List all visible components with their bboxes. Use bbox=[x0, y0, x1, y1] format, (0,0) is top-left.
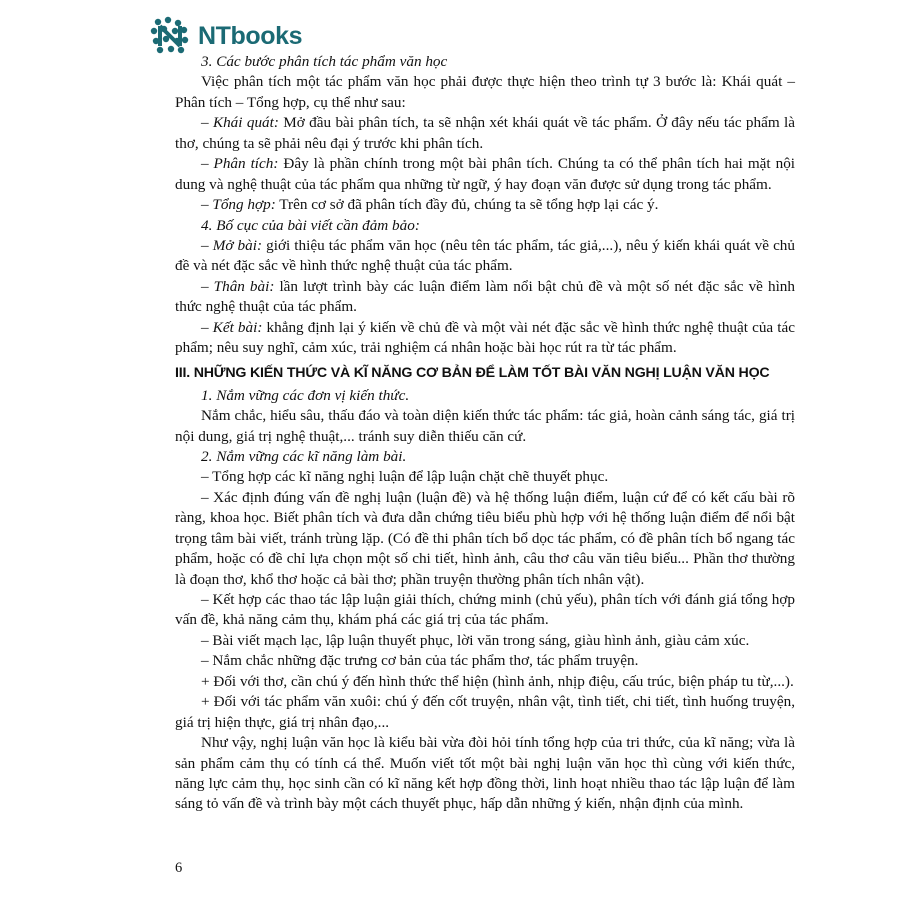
paragraph: + Đối với thơ, cần chú ý đến hình thức thể hiện (hình ảnh, nhịp điệu, cấu trúc, biện pháp tu từ,...). bbox=[201, 672, 794, 690]
paragraph: – Phân tích: Đây là phần chính trong một bài phân tích. Chúng ta có thể phân tích hai mặt nội dung và nghệ thuật của tác phẩm qua những từ ngữ, ý hay đoạn văn được sử dụng trong tác phẩm. bbox=[175, 155, 796, 193]
paragraph-lead: – Tổng hợp: bbox=[201, 196, 276, 214]
section-heading: III. NHỮNG KIẾN THỨC VÀ KĨ NĂNG CƠ BẢN ĐỂ LÀM TỐT BÀI VĂN NGHỊ LUẬN VĂN HỌC bbox=[175, 364, 770, 381]
paragraph: – Xác định đúng vấn đề nghị luận (luận đề) và hệ thống luận điểm, luận cứ để có kết cấu bài rõ ràng, khoa học. Biết phân tích và đưa dẫn chứng tiêu biểu phù hợp với hệ thống luận điểm để nổi bật trọng tâm bài viết, tránh trùng lặp. (Có đề thi phân tích bổ dọc tác phẩm, có đề phân tích bổ ngang tác phẩm, hoặc có đề chỉ lựa chọn một số chi tiết, hình ảnh, câu thơ câu văn tiêu biểu... Phần thơ thường là đoạn thơ, khổ thơ hoặc cả bài thơ; phần truyện thường phân tích nhân vật). bbox=[175, 488, 795, 588]
paragraph-lead: – Mở bài: bbox=[201, 236, 263, 254]
sub-heading: 3. Các bước phân tích tác phẩm văn học bbox=[201, 53, 448, 70]
paragraph: – Bài viết mạch lạc, lập luận thuyết phục, lời văn trong sáng, giàu hình ảnh, giàu cảm xúc. bbox=[201, 631, 750, 649]
paragraph: – Khái quát: Mở đầu bài phân tích, ta sẽ nhận xét khái quát về tác phẩm. Ở đây nếu tác phẩm là thơ, chúng ta sẽ phải nêu đại ý trước khi phân tích. bbox=[175, 114, 795, 152]
paragraph-lead: – Thân bài: bbox=[201, 277, 275, 295]
sub-heading: 4. Bố cục của bài viết cần đảm bảo: bbox=[201, 216, 420, 234]
paragraph: – Kết hợp các thao tác lập luận giải thích, chứng minh (chủ yếu), phân tích với đánh giá tổng hợp vấn đề, khả năng cảm thụ, khám phá các giá trị của tác phẩm. bbox=[175, 591, 795, 629]
paragraph: – Nắm chắc những đặc trưng cơ bản của tác phẩm thơ, tác phẩm truyện. bbox=[201, 652, 639, 670]
paragraph-lead: – Khái quát: bbox=[201, 114, 279, 132]
paragraph: Việc phân tích một tác phẩm văn học phải được thực hiện theo trình tự 3 bước là: Khái quát – Phân tích – Tổng hợp, cụ thể như sau: bbox=[175, 73, 795, 111]
paragraph: Như vậy, nghị luận văn học là kiểu bài vừa đòi hỏi tính tổng hợp của tri thức, của kĩ năng; vừa là sản phẩm cảm thụ có tính cá thể. Muốn viết tốt một bài nghị luận văn học thì cùng với kiến thức, năng lực cảm thụ, học sinh cần có kĩ năng kết hợp đồng thời, linh hoạt nhiều thao tác lập luận để làm sáng tỏ vấn đề và trình bày một cách thuyết phục, hấp dẫn những ý kiến, nhận định của mình. bbox=[175, 734, 795, 813]
paragraph-lead: – Kết bài: bbox=[201, 318, 263, 336]
page-number: 6 bbox=[175, 860, 183, 876]
paragraph: – Tổng hợp các kĩ năng nghị luận để lập luận chặt chẽ thuyết phục. bbox=[201, 468, 609, 486]
paragraph: + Đối với tác phẩm văn xuôi: chú ý đến cốt truyện, nhân vật, tình tiết, chi tiết, tình huống truyện, giá trị hiện thực, giá trị nhân đạo,... bbox=[175, 693, 795, 731]
sub-heading: 2. Nắm vững các kĩ năng làm bài. bbox=[201, 447, 407, 465]
paragraph-lead: – Phân tích: bbox=[201, 155, 279, 173]
document-body bbox=[175, 52, 795, 815]
sub-heading: 1. Nắm vững các đơn vị kiến thức. bbox=[201, 386, 410, 404]
brand-name: NTbooks bbox=[198, 21, 303, 50]
paragraph: – Kết bài: khẳng định lại ý kiến về chủ đề và một vài nét đặc sắc về hình thức nghệ thuật của tác phẩm; nêu suy nghĩ, cảm xúc, trải nghiệm cá nhân hoặc bài học rút ra từ tác phẩm. bbox=[175, 318, 795, 357]
paragraph: – Tổng hợp: Trên cơ sở đã phân tích đầy đủ, chúng ta sẽ tổng hợp lại các ý. bbox=[201, 196, 659, 214]
paragraph: Nắm chắc, hiểu sâu, thấu đáo và toàn diện kiến thức tác phẩm: tác giả, hoàn cảnh sáng tác, giá trị nội dung, giá trị nghệ thuật,... tránh suy diễn thiếu căn cứ. bbox=[175, 407, 795, 445]
paragraph: – Mở bài: giới thiệu tác phẩm văn học (nêu tên tác phẩm, tác giả,...), nêu ý kiến khái quát về chủ đề và nét đặc sắc về hình thức nghệ thuật của tác phẩm. bbox=[175, 236, 795, 275]
paragraph: – Thân bài: lần lượt trình bày các luận điểm làm nổi bật chủ đề và một số nét đặc sắc về hình thức nghệ thuật của tác phẩm. bbox=[175, 277, 795, 316]
